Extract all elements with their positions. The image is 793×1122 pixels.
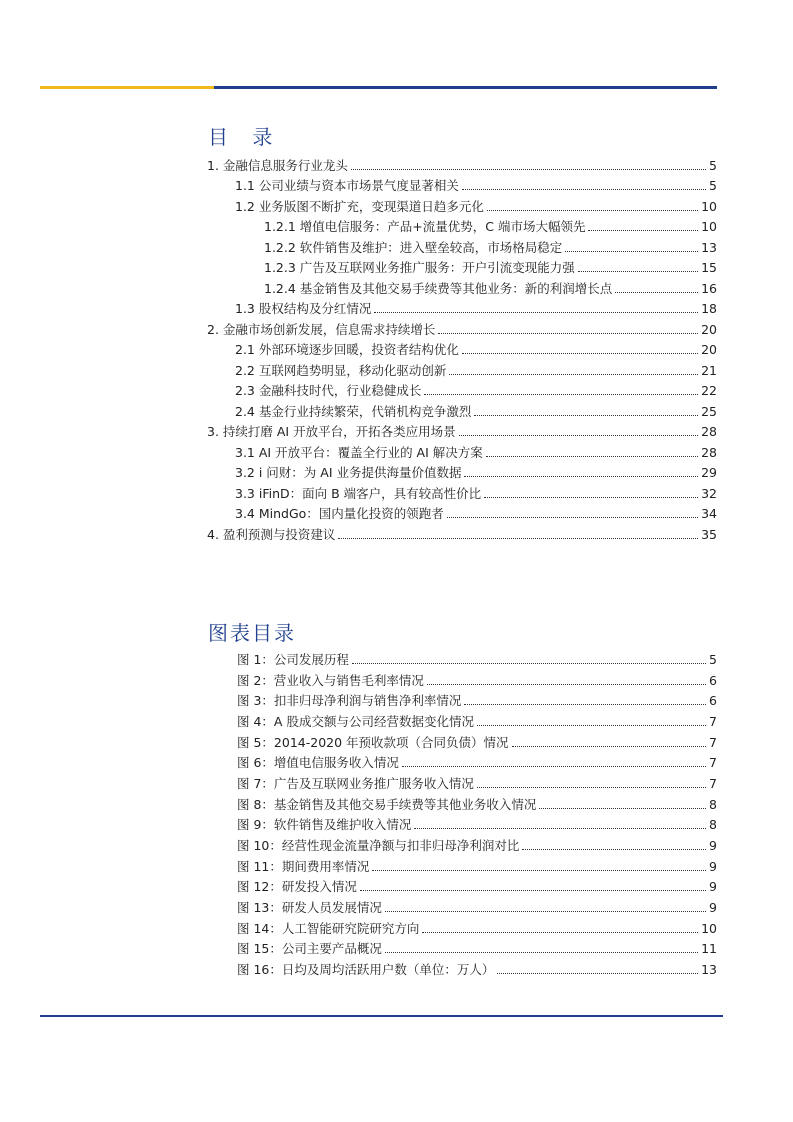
- toc-entry-page: 5: [709, 178, 717, 193]
- figure-entry-text: 图 2：营业收入与销售毛利率情况: [237, 673, 424, 688]
- toc-entry-text: 2.2 互联网趋势明显，移动化驱动创新: [235, 363, 447, 378]
- toc-entry-page: 32: [701, 486, 717, 501]
- toc-entry[interactable]: [235, 176, 717, 196]
- dot-leader: [477, 787, 706, 788]
- toc-entry-page: 20: [701, 322, 717, 337]
- figure-entry-page: 7: [709, 735, 717, 750]
- toc-entry-text: 2. 金融市场创新发展，信息需求持续增长: [207, 322, 436, 337]
- toc-entry[interactable]: [235, 443, 717, 463]
- toc-entry[interactable]: [235, 504, 717, 524]
- figure-entry[interactable]: [237, 960, 717, 980]
- figure-entry-text: 图 3：扣非归母净利润与销售净利率情况: [237, 693, 462, 708]
- toc-entry[interactable]: [235, 402, 717, 422]
- dot-leader: [484, 497, 698, 498]
- header-rule-gold: [40, 86, 214, 89]
- figure-entry-text: 图 6：增值电信服务收入情况: [237, 755, 399, 770]
- figure-entry-page: 6: [709, 693, 717, 708]
- figure-entry-text: 图 4：A 股成交额与公司经营数据变化情况: [237, 714, 474, 729]
- dot-leader: [422, 932, 698, 933]
- figure-entry-page: 8: [709, 797, 717, 812]
- dot-leader: [464, 704, 706, 705]
- dot-leader: [615, 292, 698, 293]
- dot-leader: [338, 538, 698, 539]
- toc-entry-text: 3.2 i 问财：为 AI 业务提供海量价值数据: [235, 465, 462, 480]
- toc-entry-page: 35: [701, 527, 717, 542]
- toc-entry-text: 1.3 股权结构及分红情况: [235, 301, 372, 316]
- figure-entry-page: 7: [709, 776, 717, 791]
- toc-entry-text: 2.1 外部环境逐步回暖，投资者结构优化: [235, 342, 459, 357]
- toc-entry[interactable]: [207, 422, 717, 442]
- toc-entry-page: 10: [701, 199, 717, 214]
- toc-entry[interactable]: [207, 525, 717, 545]
- footer-rule: [40, 1015, 723, 1017]
- dot-leader: [486, 456, 698, 457]
- figure-entry[interactable]: [237, 877, 717, 897]
- toc-entry-text: 3.1 AI 开放平台：覆盖全行业的 AI 解决方案: [235, 445, 483, 460]
- toc-entry-page: 22: [701, 383, 717, 398]
- figure-entry[interactable]: [237, 857, 717, 877]
- figure-entry-text: 图 15：公司主要产品概况: [237, 941, 382, 956]
- toc-entry-page: 34: [701, 506, 717, 521]
- toc-entry-text: 3.4 MindGo：国内量化投资的领跑者: [235, 506, 444, 521]
- figure-entry-page: 6: [709, 673, 717, 688]
- figure-entry-text: 图 8：基金销售及其他交易手续费等其他业务收入情况: [237, 797, 537, 812]
- toc-entry[interactable]: [264, 258, 717, 278]
- figure-entry-text: 图 9：软件销售及维护收入情况: [237, 817, 412, 832]
- dot-leader: [565, 251, 698, 252]
- figure-entry-text: 图 13：研发人员发展情况: [237, 900, 382, 915]
- toc-entry-text: 1.2.3 广告及互联网业务推广服务：开户引流变现能力强: [264, 260, 575, 275]
- dot-leader: [424, 394, 698, 395]
- figure-entry-page: 8: [709, 817, 717, 832]
- figure-entry-text: 图 16：日均及周均活跃用户数（单位：万人）: [237, 962, 495, 977]
- dot-leader: [447, 517, 698, 518]
- toc-entry[interactable]: [235, 340, 717, 360]
- dot-leader: [539, 808, 706, 809]
- toc-entry-page: 5: [709, 158, 717, 173]
- dot-leader: [352, 663, 706, 664]
- toc-entry-text: 1.2.2 软件销售及维护：进入壁垒较高，市场格局稳定: [264, 240, 563, 255]
- dot-leader: [414, 828, 706, 829]
- toc-entry-page: 16: [701, 281, 717, 296]
- figure-entry[interactable]: [237, 939, 717, 959]
- dot-leader: [462, 353, 698, 354]
- figure-entry[interactable]: [237, 712, 717, 732]
- toc-entry-page: 25: [701, 404, 717, 419]
- toc-entry-text: 3.3 iFinD：面向 B 端客户，具有较高性价比: [235, 486, 482, 501]
- toc-entry-text: 1.2.4 基金销售及其他交易手续费等其他业务：新的利润增长点: [264, 281, 613, 296]
- figure-entry-page: 9: [709, 859, 717, 874]
- header-rule-blue: [214, 86, 717, 89]
- dot-leader: [512, 746, 707, 747]
- figure-entry-text: 图 14：人工智能研究院研究方向: [237, 921, 420, 936]
- dot-leader: [459, 435, 699, 436]
- toc-entry[interactable]: [235, 299, 717, 319]
- toc-entry-text: 1. 金融信息服务行业龙头: [207, 158, 348, 173]
- figure-entry-page: 9: [709, 838, 717, 853]
- figure-entry-page: 9: [709, 879, 717, 894]
- toc-entry-text: 1.2.1 增值电信服务：产品+流量优势，C 端市场大幅领先: [264, 219, 586, 234]
- dot-leader: [402, 766, 706, 767]
- figure-entry[interactable]: [237, 691, 717, 711]
- toc-entry[interactable]: [235, 361, 717, 381]
- dot-leader: [578, 271, 698, 272]
- figure-entry-text: 图 11：期间费用率情况: [237, 859, 370, 874]
- toc-entry-text: 3. 持续打磨 AI 开放平台，开拓各类应用场景: [207, 424, 456, 439]
- figure-entry-text: 图 12：研发投入情况: [237, 879, 357, 894]
- toc-entry-page: 15: [701, 260, 717, 275]
- toc-entry-page: 10: [701, 219, 717, 234]
- figure-entry-page: 10: [701, 921, 717, 936]
- figure-entry[interactable]: [237, 671, 717, 691]
- figure-entry[interactable]: [237, 898, 717, 918]
- figure-entry-text: 图 7：广告及互联网业务推广服务收入情况: [237, 776, 474, 791]
- figure-entry-page: 9: [709, 900, 717, 915]
- toc-entry-text: 2.4 基金行业持续繁荣，代销机构竞争激烈: [235, 404, 472, 419]
- dot-leader: [497, 973, 698, 974]
- toc-entry[interactable]: [235, 484, 717, 504]
- toc-entry-text: 2.3 金融科技时代，行业稳健成长: [235, 383, 422, 398]
- figure-entry[interactable]: [237, 733, 717, 753]
- toc-entry[interactable]: [207, 320, 717, 340]
- figure-entry-text: 图 5：2014-2020 年预收款项（合同负债）情况: [237, 735, 509, 750]
- dot-leader: [477, 725, 706, 726]
- dot-leader: [438, 333, 698, 334]
- figures-title: 图表目录: [208, 621, 296, 645]
- figure-entry[interactable]: [237, 919, 717, 939]
- toc-title: 目 录: [208, 125, 282, 149]
- dot-leader: [462, 189, 706, 190]
- toc-entry-page: 28: [701, 445, 717, 460]
- dot-leader: [372, 870, 706, 871]
- toc-entry-page: 18: [701, 301, 717, 316]
- figure-entry[interactable]: [237, 650, 717, 670]
- figure-entry-page: 7: [709, 755, 717, 770]
- dot-leader: [474, 415, 698, 416]
- dot-leader: [427, 684, 706, 685]
- dot-leader: [449, 374, 698, 375]
- toc-entry-text: 1.1 公司业绩与资本市场景气度显著相关: [235, 178, 459, 193]
- toc-entry-page: 29: [701, 465, 717, 480]
- dot-leader: [351, 169, 706, 170]
- toc-entry-text: 1.2 业务版图不断扩充，变现渠道日趋多元化: [235, 199, 484, 214]
- toc-entry[interactable]: [264, 217, 717, 237]
- toc-entry[interactable]: [235, 463, 717, 483]
- figure-entry-page: 5: [709, 652, 717, 667]
- toc-entry-page: 28: [701, 424, 717, 439]
- toc-entry[interactable]: [264, 279, 717, 299]
- figure-entry[interactable]: [237, 774, 717, 794]
- dot-leader: [385, 911, 706, 912]
- toc-entry-page: 21: [701, 363, 717, 378]
- dot-leader: [588, 230, 698, 231]
- dot-leader: [374, 312, 698, 313]
- dot-leader: [385, 952, 698, 953]
- dot-leader: [487, 210, 698, 211]
- figure-entry-page: 13: [701, 962, 717, 977]
- dot-leader: [522, 849, 706, 850]
- toc-entry[interactable]: [207, 156, 717, 176]
- figure-entry[interactable]: [237, 836, 717, 856]
- figure-entry[interactable]: [237, 795, 717, 815]
- toc-entry[interactable]: [264, 238, 717, 258]
- toc-entry[interactable]: [235, 381, 717, 401]
- toc-entry-text: 4. 盈利预测与投资建议: [207, 527, 336, 542]
- dot-leader: [360, 890, 706, 891]
- figure-entry-page: 7: [709, 714, 717, 729]
- figure-entry[interactable]: [237, 815, 717, 835]
- figure-entry[interactable]: [237, 753, 717, 773]
- figure-entry-text: 图 1：公司发展历程: [237, 652, 349, 667]
- toc-entry[interactable]: [235, 197, 717, 217]
- toc-entry-page: 20: [701, 342, 717, 357]
- dot-leader: [464, 476, 698, 477]
- toc-entry-page: 13: [701, 240, 717, 255]
- figure-entry-page: 11: [701, 941, 717, 956]
- figure-entry-text: 图 10：经营性现金流量净额与扣非归母净利润对比: [237, 838, 520, 853]
